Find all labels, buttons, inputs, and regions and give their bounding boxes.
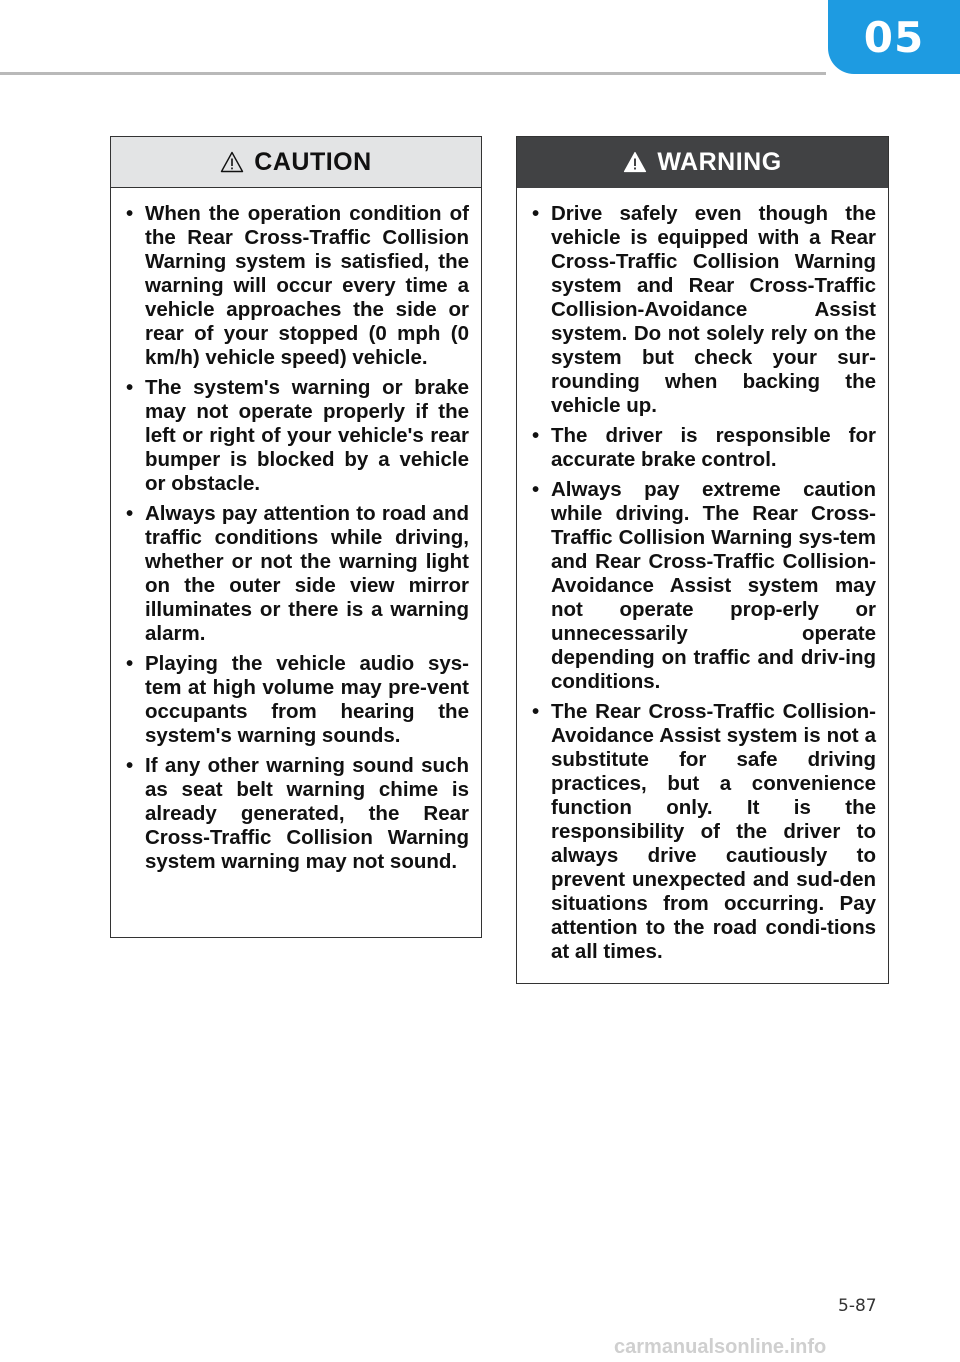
warning-item: • The Rear Cross-Traffic Collision-Avoidance Assist system is not a substitute for safe driving practices, but a convenience function only. It is the responsibility of the driver to always drive cautiously to prevent unexpected and sud-den situations from occurring. Pay attention to the road condi-tions at all times. xyxy=(531,700,876,964)
caution-item: • Playing the vehicle audio sys-tem at high volume may pre-vent occupants from hearing the system's warning sounds. xyxy=(125,652,469,748)
warning-list xyxy=(517,188,888,964)
warning-triangle-filled-icon xyxy=(623,151,647,173)
warning-item: • Drive safely even though the vehicle is equipped with a Rear Cross-Traffic Collision Warning system and Rear Cross-Traffic Collision-Avoidance Assist system. Do not solely rely on the system but check your sur-rounding when backing the vehicle up. xyxy=(531,202,876,418)
caution-item: • If any other warning sound such as seat belt warning chime is already generated, the Rear Cross-Traffic Collision Warning system warning may not sound. xyxy=(125,754,469,874)
warning-box xyxy=(516,136,889,984)
warning-triangle-icon xyxy=(220,151,244,173)
caution-title: CAUTION xyxy=(254,147,372,176)
caution-item: • Always pay attention to road and traffic conditions while driving, whether or not the warning light on the outer side view mirror illuminates or there is a warning alarm. xyxy=(125,502,469,646)
caution-item: • The system's warning or brake may not operate properly if the left or right of your vehicle's rear bumper is blocked by a vehicle or obstacle. xyxy=(125,376,469,496)
warning-title: WARNING xyxy=(657,147,782,176)
header-rule xyxy=(0,72,826,75)
caution-header xyxy=(111,137,481,188)
caution-box xyxy=(110,136,482,938)
caution-list xyxy=(111,188,481,874)
caution-item: • When the operation condition of the Rear Cross-Traffic Collision Warning system is satisfied, the warning will occur every time a vehicle approaches the side or rear of your stopped (0 mph (0 km/h) vehicle speed) vehicle. xyxy=(125,202,469,370)
page-number: 5-87 xyxy=(838,1296,877,1316)
chapter-number: 05 xyxy=(863,12,925,62)
warning-header xyxy=(517,137,888,188)
watermark: carmanualsonline.info xyxy=(614,1336,827,1358)
warning-item: • Always pay extreme caution while driving. The Rear Cross-Traffic Collision Warning sys-tem and Rear Cross-Traffic Collision-Avoidance Assist system may not operate prop-erly or unnecessarily operate depending on traffic and driv-ing conditions. xyxy=(531,478,876,694)
warning-item: • The driver is responsible for accurate brake control. xyxy=(531,424,876,472)
chapter-tab xyxy=(828,0,960,74)
